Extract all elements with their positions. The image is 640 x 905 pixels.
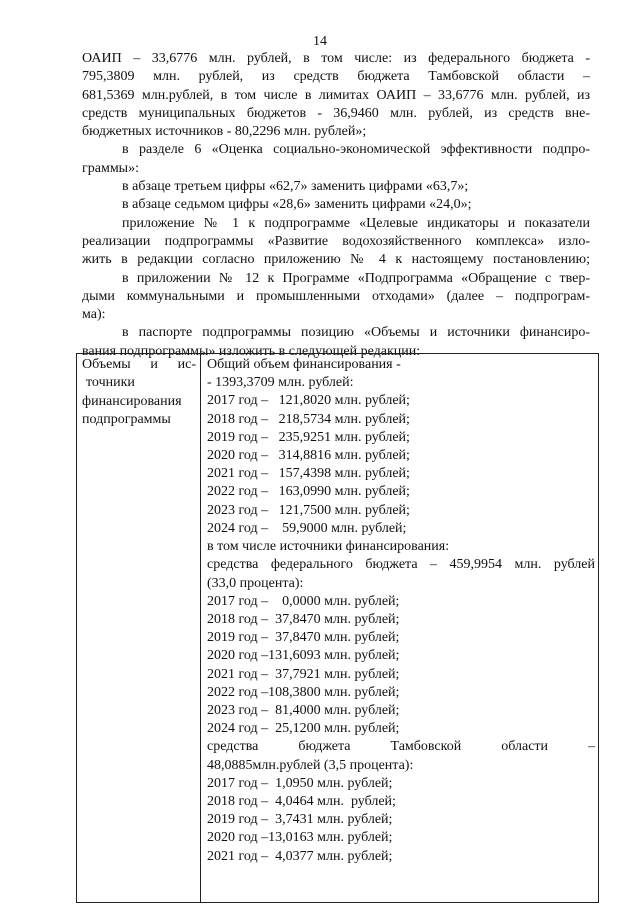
table-right-line: 2017 год – 121,8020 млн. рублей; [207,393,410,409]
paragraph-line: в абзаце третьем цифры «62,7» заменить цифрами «63,7»; [122,179,469,195]
paragraph-line: в абзаце седьмом цифры «28,6» заменить цифрами «24,0»; [122,197,472,213]
table-right-line: 48,0885млн.рублей (3,5 процента): [207,757,414,773]
paragraph-line: средств муниципальных бюджетов - 36,9460 млн. рублей, из средств вне- [82,105,590,121]
funding-table [76,353,599,903]
paragraph-line: 795,3809 млн. рублей, из средств бюджета Тамбовской области – [82,69,590,85]
paragraph-line: в паспорте подпрограммы позицию «Объемы и источники финансиро- [122,325,590,341]
paragraph-line: вания подпрограммы» изложить в следующей редакции: [82,343,421,359]
table-left-cell [82,356,196,429]
paragraph-line: реализации подпрограммы «Развитие водохозяйственного комплекса» изло- [82,233,590,249]
table-right-line: 2017 год – 0,0000 млн. рублей; [207,593,400,609]
table-right-line: 2021 год – 157,4398 млн. рублей; [207,466,410,482]
paragraph-line: дыми коммунальными и промышленными отходами» (далее – подпрограм- [82,288,590,304]
table-left-line: Объемы и ис- [82,357,196,372]
paragraph-line: ОАИП – 33,6776 млн. рублей, в том числе: из федерального бюджета - [82,51,590,66]
table-right-line: 2017 год – 1,0950 млн. рублей; [207,775,393,791]
table-right-line: 2022 год – 163,0990 млн. рублей; [207,484,410,500]
table-right-line: 2023 год – 121,7500 млн. рублей; [207,502,410,518]
table-right-line: - 1393,3709 млн. рублей: [207,375,354,391]
table-right-line: Общий объем финансирования - [207,357,401,372]
table-right-line: 2024 год – 25,1200 млн. рублей; [207,721,400,737]
paragraph-line: граммы»: [82,160,139,176]
table-right-line: 2019 год – 235,9251 млн. рублей; [207,429,410,445]
table-right-line: 2020 год –13,0163 млн. рублей; [207,830,393,846]
paragraph-line: в разделе 6 «Оценка социально-экономической эффективности подпро- [122,142,590,158]
table-left-line: подпрограммы [82,411,171,427]
table-left-line: финансирования [82,393,182,409]
table-column-divider [200,354,201,902]
document-body [82,50,590,361]
table-right-line: 2021 год – 37,7921 млн. рублей; [207,666,400,682]
paragraph-line: ма): [82,307,106,323]
table-right-line: 2019 год – 37,8470 млн. рублей; [207,630,400,646]
table-right-line: 2020 год –131,6093 млн. рублей; [207,648,400,664]
paragraph-line: бюджетных источников - 80,2296 млн. рублей»; [82,124,367,140]
table-right-line: средства федерального бюджета – 459,9954 млн. рублей [207,557,595,573]
table-right-cell [207,356,595,866]
table-right-line: 2020 год – 314,8816 млн. рублей; [207,448,410,464]
table-right-line: 2018 год – 37,8470 млн. рублей; [207,611,400,627]
table-right-line: средства бюджета Тамбовской области – [207,739,595,755]
table-right-line: 2021 год – 4,0377 млн. рублей; [207,848,393,864]
paragraph-line: приложение № 1 к подпрограмме «Целевые индикаторы и показатели [122,215,590,231]
paragraph-line: в приложении № 12 к Программе «Подпрограмма «Обращение с твер- [122,270,590,286]
table-right-line: 2022 год –108,3800 млн. рублей; [207,684,400,700]
table-right-line: 2018 год – 4,0464 млн. рублей; [207,794,396,810]
table-right-line: 2019 год – 3,7431 млн. рублей; [207,812,393,828]
table-right-line: 2023 год – 81,4000 млн. рублей; [207,702,400,718]
table-right-line: (33,0 процента): [207,575,304,591]
page-number: 14 [313,34,327,49]
table-left-line: точники [86,375,135,391]
paragraph-line: жить в редакции согласно приложению № 4 к настоящему постановлению; [82,252,590,268]
table-right-line: 2018 год – 218,5734 млн. рублей; [207,411,410,427]
table-right-line: 2024 год – 59,9000 млн. рублей; [207,520,407,536]
paragraph-line: 681,5369 млн.рублей, в том числе в лимитах ОАИП – 33,6776 млн. рублей, из [82,87,590,103]
table-right-line: в том числе источники финансирования: [207,539,450,555]
